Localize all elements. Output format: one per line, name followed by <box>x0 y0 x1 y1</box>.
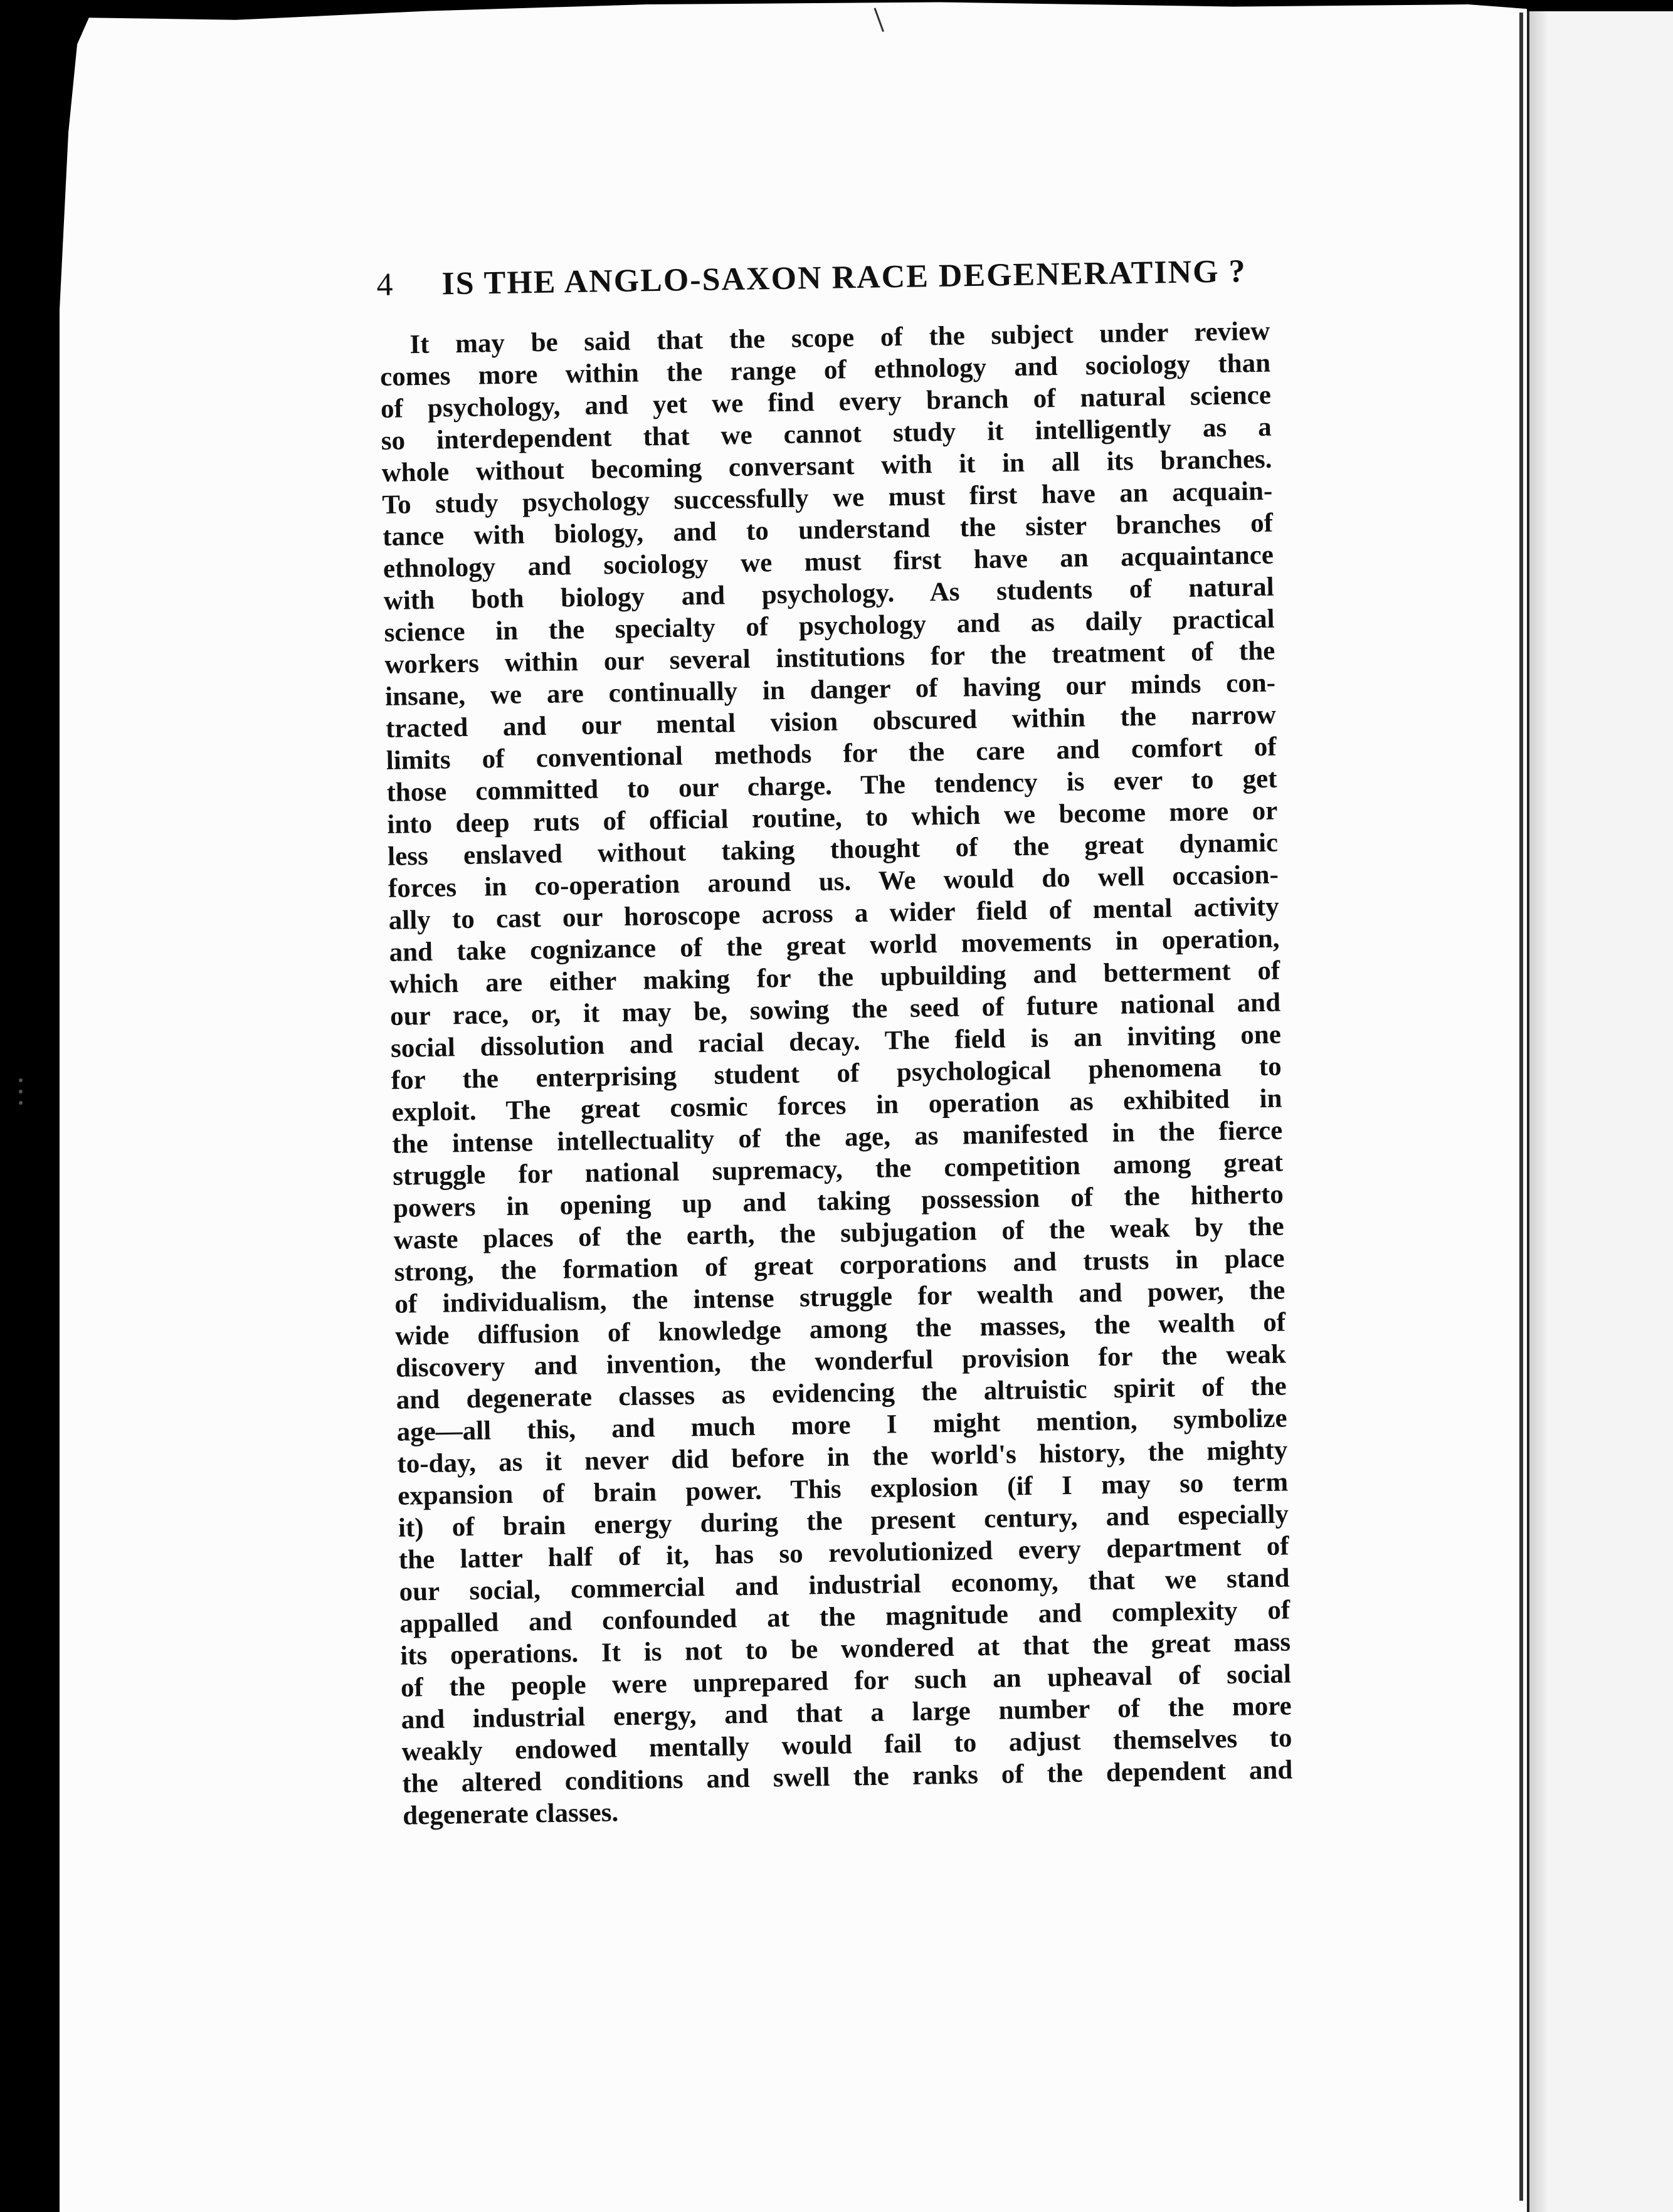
text-line: appalled and confounded at the magnitude and complexity of <box>399 1595 1290 1639</box>
text-line: expansion of brain power. This explosion (if I may so term <box>397 1467 1289 1511</box>
body-paragraph <box>379 315 1293 1832</box>
text-line: which are either making for the upbuilding and betterment of <box>389 956 1280 999</box>
text-line: insane, we are continually in danger of having our minds con- <box>384 668 1276 712</box>
text-line: powers in opening up and taking possession of the hitherto <box>393 1179 1284 1223</box>
text-line: those committed to our charge. The tendency is ever to get <box>386 764 1277 808</box>
text-line: for the enterprising student of psychological phenomena to <box>391 1051 1282 1095</box>
text-line: into deep ruts of official routine, to which we become more or <box>387 796 1278 840</box>
text-line: social dissolution and racial decay. The field is an inviting one <box>390 1019 1282 1063</box>
text-line: struggle for national supremacy, the competition among great <box>392 1147 1284 1191</box>
text-line: the latter half of it, has so revolutionized every department of <box>398 1531 1290 1575</box>
text-line: our social, commercial and industrial economy, that we stand <box>399 1563 1290 1607</box>
text-line: waste places of the earth, the subjugation of the weak by the <box>393 1211 1285 1255</box>
adjacent-page-edge <box>1527 11 1673 2212</box>
text-line: and industrial energy, and that a large number of the more <box>401 1691 1292 1735</box>
text-line: our race, or, it may be, sowing the seed of future national and <box>389 988 1281 1031</box>
text-line: It may be said that the scope of the subject under review <box>409 316 1270 360</box>
text-line: To study psychology successfully we must first have an acquain- <box>382 476 1273 520</box>
text-line: science in the specialty of psychology and as daily practical <box>384 604 1275 648</box>
text-line: so interdependent that we cannot study it intelligently as a <box>381 412 1272 456</box>
text-line: weakly endowed mentally would fail to adjust themselves to <box>401 1723 1292 1767</box>
text-line: workers within our several institutions for the treatment of the <box>384 636 1275 680</box>
text-line: the altered conditions and swell the ranks of the dependent and <box>402 1755 1293 1799</box>
text-line: whole without becoming conversant with it in all its branches. <box>381 444 1272 488</box>
text-line: to-day, as it never did before in the world's history, the mighty <box>397 1435 1288 1479</box>
text-line: exploit. The great cosmic forces in operation as exhibited in <box>391 1083 1282 1127</box>
text-line: forces in co-operation around us. We would do well occasion- <box>388 860 1279 903</box>
text-line: ally to cast our horoscope across a wider field of mental activity <box>388 892 1280 935</box>
text-line: of the people were unprepared for such an upheaval of social <box>400 1659 1292 1703</box>
text-line: with both biology and psychology. As students of natural <box>383 572 1275 616</box>
page-gutter <box>1519 13 1523 2201</box>
text-line: of individualism, the intense struggle for wealth and power, the <box>394 1275 1285 1319</box>
text-line: it) of brain energy during the present century, and especially <box>398 1499 1289 1543</box>
page-number: 4 <box>376 266 394 303</box>
text-line: its operations. It is not to be wondered at that the great mass <box>399 1627 1291 1671</box>
text-line: age—all this, and much more I might mention, symbolize <box>396 1403 1287 1447</box>
text-line: comes more within the range of ethnology and sociology than <box>379 348 1271 392</box>
text-line: tracted and our mental vision obscured within the narrow <box>385 700 1277 744</box>
scan-specks <box>19 1078 26 1116</box>
text-line: the intense intellectuality of the age, as manifested in the fierce <box>392 1115 1283 1159</box>
text-line: degenerate classes. <box>402 1798 619 1831</box>
running-title: IS THE ANGLO-SAXON RACE DEGENERATING ? <box>441 253 1247 302</box>
text-line: and take cognizance of the great world movements in operation, <box>389 924 1280 967</box>
text-line: wide diffusion of knowledge among the masses, the wealth of <box>394 1307 1286 1351</box>
text-line: strong, the formation of great corporations and trusts in place <box>394 1243 1285 1287</box>
text-line: limits of conventional methods for the care and comfort of <box>386 732 1277 776</box>
text-line: ethnology and sociology we must first have an acquaintance <box>383 540 1274 584</box>
text-line: less enslaved without taking thought of the great dynamic <box>387 828 1279 872</box>
text-line: tance with biology, and to understand the sister branches of <box>382 508 1274 552</box>
text-line: discovery and invention, the wonderful provision for the weak <box>395 1339 1287 1383</box>
text-line: and degenerate classes as evidencing the altruistic spirit of the <box>396 1371 1287 1415</box>
text-line: of psychology, and yet we find every branch of natural science <box>380 380 1272 424</box>
